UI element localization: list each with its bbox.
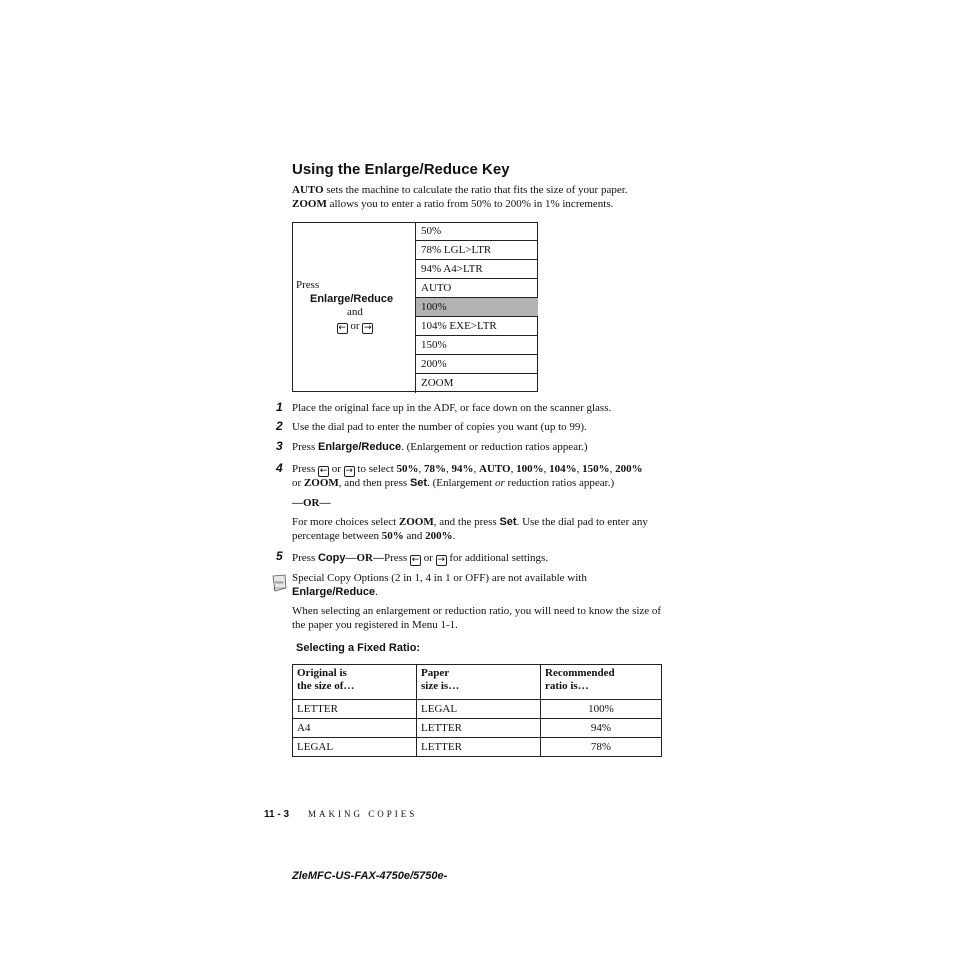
step-1-text: Place the original face up in the ADF, or face down on the scanner glass. — [292, 402, 612, 414]
copy-key: Copy — [317, 552, 346, 564]
table-cell: LETTER — [293, 700, 417, 719]
column-header: Original is the size of… — [293, 665, 417, 700]
ratio-104: 104% — [549, 463, 577, 475]
left-arrow-icon: ← — [411, 555, 420, 565]
ratio-200: 200% — [615, 463, 643, 475]
and-text: and — [403, 529, 426, 542]
menu-option-selected: 100% — [415, 298, 538, 317]
auto-description: sets the machine to calculate the ratio that fits the size of your paper. — [323, 184, 628, 196]
press-instruction — [296, 279, 414, 334]
column-header: Recommended ratio is… — [541, 665, 662, 700]
intro-paragraph — [292, 184, 672, 211]
comma: , — [609, 463, 616, 475]
right-arrow-icon: → — [437, 555, 445, 565]
left-arrow-icon: ← — [319, 466, 328, 476]
step-5-number: 5 — [276, 549, 283, 563]
page-number: 11 - 3 — [264, 809, 290, 820]
or-italic: or — [495, 477, 505, 489]
table-cell: 78% — [541, 738, 662, 757]
menu-option: 104% EXE>LTR — [415, 317, 538, 336]
table-cell: LETTER — [417, 738, 541, 757]
zoom-description: allows you to enter a ratio from 50% to 200% in 1% increments. — [326, 197, 614, 210]
right-arrow-icon: → — [345, 466, 353, 476]
ratio-200: 200% — [425, 529, 453, 542]
menu-option: 94% A4>LTR — [415, 260, 538, 279]
ratio-94: 94% — [451, 463, 474, 475]
ratio-50: 50% — [396, 463, 419, 475]
enlarge-reduce-key-label: Enlarge/Reduce — [310, 292, 394, 305]
table-cell: A4 — [293, 719, 417, 738]
enlarge-reduce-key: Enlarge/Reduce — [292, 585, 376, 598]
zoom-term: ZOOM — [398, 516, 434, 528]
chapter-title: MAKING COPIES — [308, 809, 418, 819]
document-id: ZleMFC-US-FAX-4750e/5750e- — [292, 870, 448, 882]
table-cell: LEGAL — [417, 700, 541, 719]
or-text: or — [328, 463, 344, 475]
menu-option: ZOOM — [415, 374, 538, 393]
step-3-text — [292, 441, 672, 455]
or-text: or — [420, 552, 436, 564]
ratio-auto: AUTO — [479, 463, 511, 475]
or-label: or — [350, 319, 360, 332]
table-row — [293, 738, 662, 757]
or-divider: —OR— — [345, 552, 384, 564]
note-icon-label: Note — [275, 579, 284, 585]
step-3-number: 3 — [276, 439, 283, 453]
period: . — [452, 529, 456, 542]
paren-text: . (Enlargement — [427, 477, 495, 489]
table-cell: 94% — [541, 719, 662, 738]
ratio-zoom: ZOOM — [303, 477, 339, 489]
period: . — [375, 585, 378, 598]
set-key: Set — [499, 516, 517, 528]
menu-option: AUTO — [415, 279, 538, 298]
alt-text: For more choices select — [292, 516, 399, 528]
enlarge-reduce-key: Enlarge/Reduce — [317, 441, 402, 453]
comma: , — [473, 463, 480, 475]
zoom-term: ZOOM — [292, 197, 327, 210]
step-4-text — [292, 463, 672, 543]
left-arrow-icon: ← — [338, 322, 346, 333]
step-5-press: Press — [292, 552, 318, 564]
auto-term: AUTO — [292, 184, 324, 196]
comma: , — [510, 463, 517, 475]
set-key: Set — [409, 477, 428, 489]
or-divider: —OR— — [292, 496, 331, 509]
comma: , — [543, 463, 550, 475]
ratio-150: 150% — [582, 463, 610, 475]
alt-text: , and the press — [433, 516, 500, 528]
step-5-press: Press — [383, 552, 410, 564]
ratio-78: 78% — [424, 463, 447, 475]
select-text: to select — [354, 463, 397, 475]
ratio-100: 100% — [516, 463, 544, 475]
step-1-number: 1 — [276, 400, 283, 414]
table-cell: LEGAL — [293, 738, 417, 757]
menu-option: 200% — [415, 355, 538, 374]
note-line: Special Copy Options (2 in 1, 4 in 1 or OFF) are not available with — [292, 572, 587, 584]
step-2-text: Use the dial pad to enter the number of copies you want (up to 99). — [292, 421, 587, 433]
ratio-option-list — [415, 222, 538, 393]
press-label: Press — [296, 279, 320, 291]
table-header-row — [293, 665, 662, 700]
note-text — [292, 572, 672, 599]
menu-option: 150% — [415, 336, 538, 355]
step-2-number: 2 — [276, 419, 283, 433]
menu-option: 50% — [415, 222, 538, 241]
comma: , — [418, 463, 425, 475]
step-4-press: Press — [292, 463, 318, 475]
right-arrow-icon: → — [364, 322, 372, 333]
note-icon — [270, 574, 288, 592]
step-3-rest: . (Enlargement or reduction ratios appear.) — [401, 441, 588, 453]
alt-text: . Use the dial pad to enter any percentage between — [292, 516, 648, 542]
step-5-text — [292, 552, 672, 566]
fixed-ratio-table — [292, 664, 662, 757]
note-paragraph: When selecting an enlargement or reduction ratio, you will need to know the size of the paper you registered in Menu 1-1. — [292, 605, 662, 631]
or-text: or — [292, 477, 304, 489]
and-label: and — [347, 306, 363, 318]
table-row — [293, 719, 662, 738]
menu-option: 78% LGL>LTR — [415, 241, 538, 260]
table-row — [293, 700, 662, 719]
step-5-rest: for additional settings. — [446, 552, 549, 564]
column-header: Paper size is… — [417, 665, 541, 700]
then-text: , and then press — [338, 477, 410, 489]
table-cell: LETTER — [417, 719, 541, 738]
fixed-ratio-heading: Selecting a Fixed Ratio: — [296, 642, 421, 654]
step-3-press: Press — [292, 441, 318, 453]
ratio-50: 50% — [381, 529, 404, 542]
section-heading: Using the Enlarge/Reduce Key — [292, 161, 510, 178]
comma: , — [576, 463, 583, 475]
paren-text: reduction ratios appear.) — [504, 477, 615, 489]
comma: , — [446, 463, 452, 475]
table-cell: 100% — [541, 700, 662, 719]
step-4-number: 4 — [276, 461, 283, 475]
